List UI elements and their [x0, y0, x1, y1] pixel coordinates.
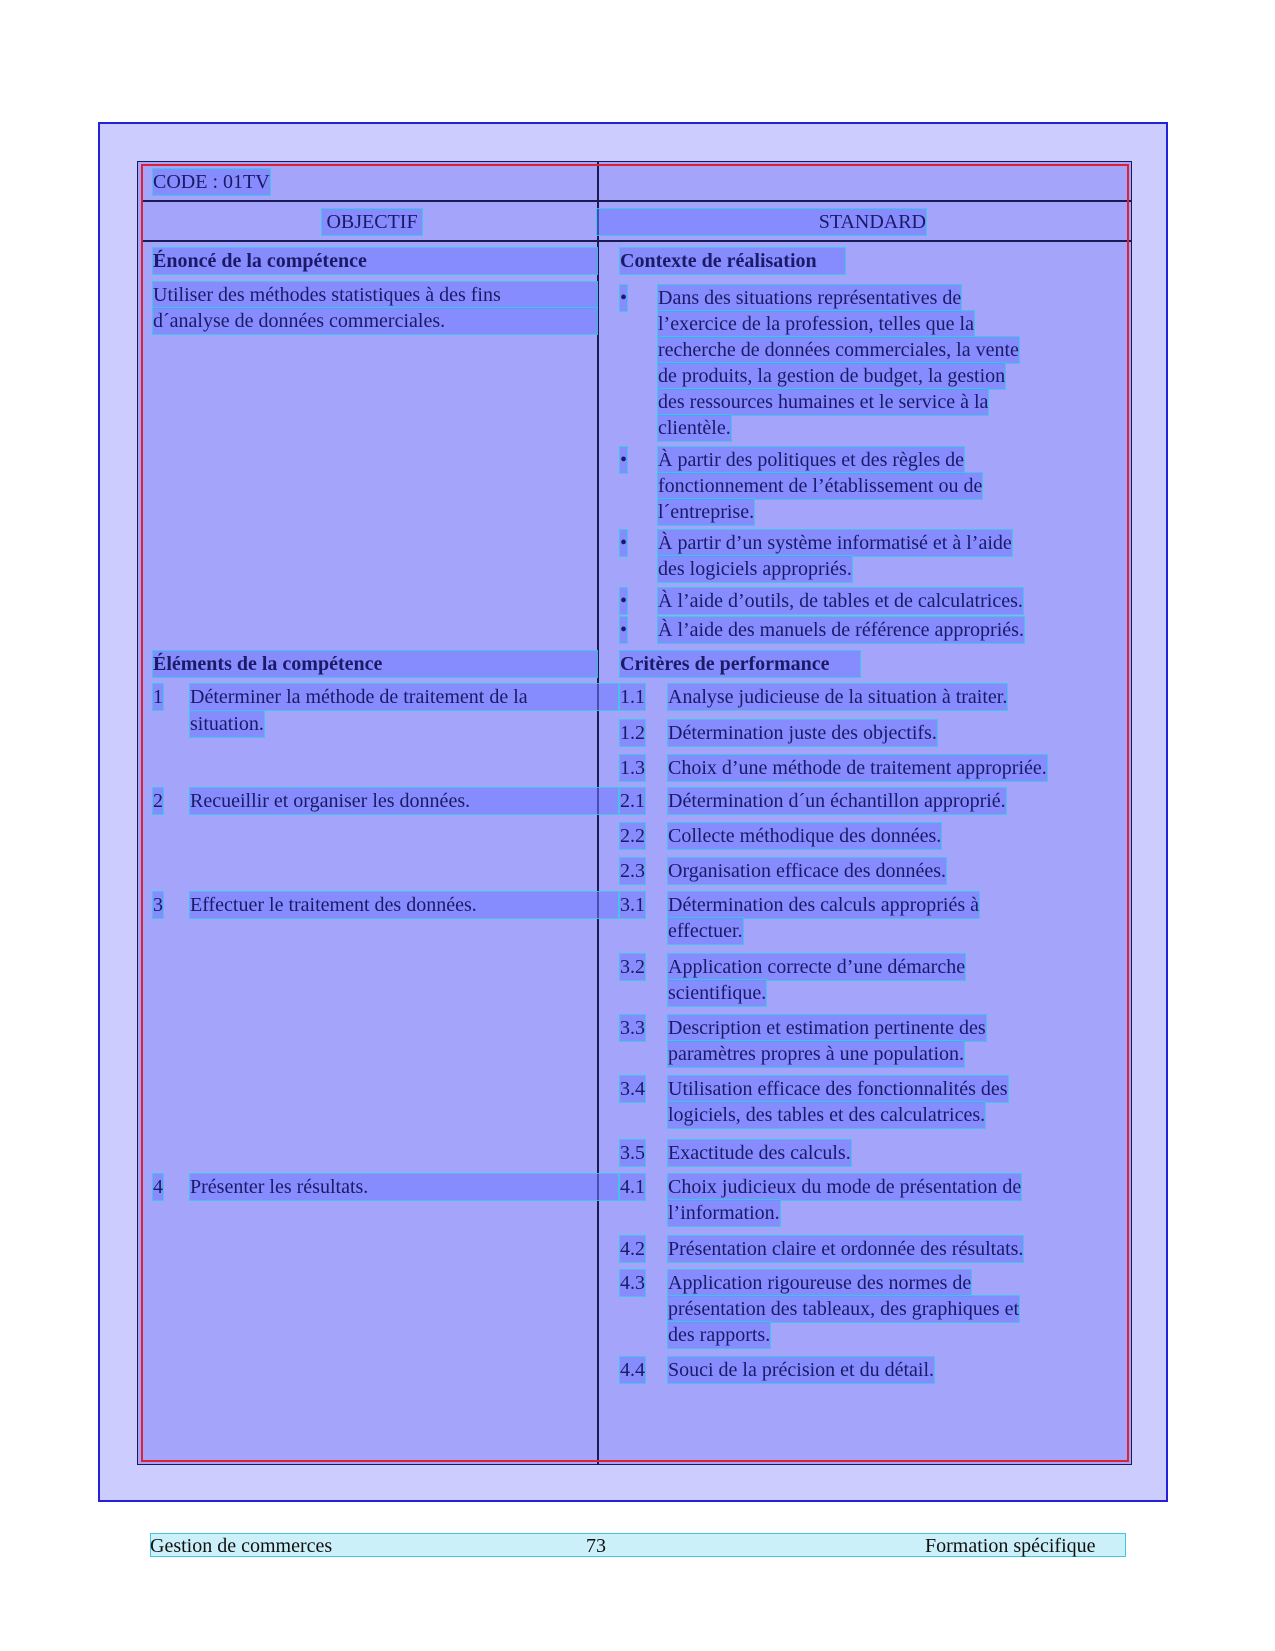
element-4-line-1: Présenter les résultats. [190, 1174, 618, 1200]
contexte-2-line-3: l´entreprise. [658, 501, 755, 523]
bullet-icon: • [620, 619, 628, 641]
contexte-5-line-1: À l’aide des manuels de référence appropriés. [658, 619, 1024, 641]
critere-3-2-line-1: Application correcte d’une démarche [668, 956, 966, 978]
critere-number: 3.1 [620, 894, 645, 916]
critere-number: 1.1 [620, 686, 645, 708]
critere-3-4-line-2: logiciels, des tables et des calculatrices. [668, 1104, 986, 1126]
critere-1-1-line-1: Analyse judicieuse de la situation à traiter. [668, 686, 1008, 708]
critere-number: 4.1 [620, 1176, 645, 1198]
footer-left: Gestion de commerces [150, 1535, 333, 1557]
objectif-header: OBJECTIF [322, 209, 422, 235]
critere-number: 4.3 [620, 1272, 645, 1294]
bullet-icon: • [620, 287, 628, 309]
contexte-1-line-1: Dans des situations représentatives de [658, 287, 962, 309]
page-number: 73 [586, 1535, 606, 1557]
contexte-title: Contexte de réalisation [620, 248, 845, 274]
element-number: 4 [153, 1176, 163, 1198]
critere-number: 3.2 [620, 956, 645, 978]
elements-title: Éléments de la compétence [153, 651, 597, 677]
critere-1-2-line-1: Détermination juste des objectifs. [668, 722, 937, 744]
bullet-icon: • [620, 532, 628, 554]
contexte-4-line-1: À l’aide d’outils, de tables et de calculatrices. [658, 590, 1023, 612]
critere-number: 3.4 [620, 1078, 645, 1100]
contexte-1-line-4: de produits, la gestion de budget, la gestion [658, 365, 1006, 387]
row-divider-code [141, 200, 1132, 202]
critere-4-4-line-1: Souci de la précision et du détail. [668, 1359, 935, 1381]
standard-header: STANDARD [597, 209, 926, 235]
critere-number: 3.5 [620, 1142, 645, 1164]
critere-3-4-line-1: Utilisation efficace des fonctionnalités des [668, 1078, 1008, 1100]
critere-2-3-line-1: Organisation efficace des données. [668, 860, 947, 882]
element-number: 1 [153, 686, 163, 708]
element-number: 2 [153, 790, 163, 812]
critere-number: 1.2 [620, 722, 645, 744]
critere-number: 4.4 [620, 1359, 645, 1381]
contexte-1-line-2: l’exercice de la profession, telles que la [658, 313, 974, 335]
contexte-2-line-2: fonctionnement de l’établissement ou de [658, 475, 983, 497]
critere-number: 4.2 [620, 1238, 645, 1260]
critere-number: 3.3 [620, 1017, 645, 1039]
critere-number: 2.2 [620, 825, 645, 847]
contexte-3-line-1: À partir d’un système informatisé et à l’aide [658, 532, 1012, 554]
critere-4-2-line-1: Présentation claire et ordonnée des résultats. [668, 1238, 1024, 1260]
contexte-1-line-6: clientèle. [658, 417, 731, 439]
critere-4-3-line-3: des rapports. [668, 1324, 771, 1346]
enonce-line-2: d´analyse de données commerciales. [153, 308, 597, 334]
element-3-line-1: Effectuer le traitement des données. [190, 892, 618, 918]
critere-number: 1.3 [620, 757, 645, 779]
element-1-line-2: situation. [190, 713, 264, 735]
code-label: CODE : 01TV [153, 171, 270, 193]
contexte-3-line-2: des logiciels appropriés. [658, 558, 852, 580]
row-divider-header [141, 240, 1132, 242]
bullet-icon: • [620, 590, 628, 612]
critere-2-2-line-1: Collecte méthodique des données. [668, 825, 942, 847]
critere-2-1-line-1: Détermination d´un échantillon approprié. [668, 790, 1006, 812]
critere-3-3-line-2: paramètres propres à une population. [668, 1043, 965, 1065]
contexte-1-line-5: des ressources humaines et le service à la [658, 391, 989, 413]
footer-right: Formation spécifique [925, 1535, 1096, 1557]
element-2-line-1: Recueillir et organiser les données. [190, 788, 618, 814]
critere-3-2-line-2: scientifique. [668, 982, 767, 1004]
contexte-1-line-3: recherche de données commerciales, la vente [658, 339, 1019, 361]
critere-3-1-line-1: Détermination des calculs appropriés à [668, 894, 979, 916]
bullet-icon: • [620, 449, 628, 471]
contexte-2-line-1: À partir des politiques et des règles de [658, 449, 965, 471]
critere-3-5-line-1: Exactitude des calculs. [668, 1142, 851, 1164]
critere-number: 2.3 [620, 860, 645, 882]
critere-4-3-line-2: présentation des tableaux, des graphiques et [668, 1298, 1019, 1320]
enonce-line-1: Utiliser des méthodes statistiques à des fins [153, 282, 597, 308]
critere-number: 2.1 [620, 790, 645, 812]
critere-4-1-line-1: Choix judicieux du mode de présentation de [668, 1176, 1022, 1198]
critere-3-3-line-1: Description et estimation pertinente des [668, 1017, 986, 1039]
element-1-line-1: Déterminer la méthode de traitement de la [190, 684, 618, 710]
criteres-title: Critères de performance [620, 651, 860, 677]
enonce-title: Énoncé de la compétence [153, 248, 597, 274]
critere-4-1-line-2: l’information. [668, 1202, 780, 1224]
critere-4-3-line-1: Application rigoureuse des normes de [668, 1272, 972, 1294]
element-number: 3 [153, 894, 163, 916]
critere-3-1-line-2: effectuer. [668, 920, 743, 942]
critere-1-3-line-1: Choix d’une méthode de traitement appropriée. [668, 757, 1047, 779]
